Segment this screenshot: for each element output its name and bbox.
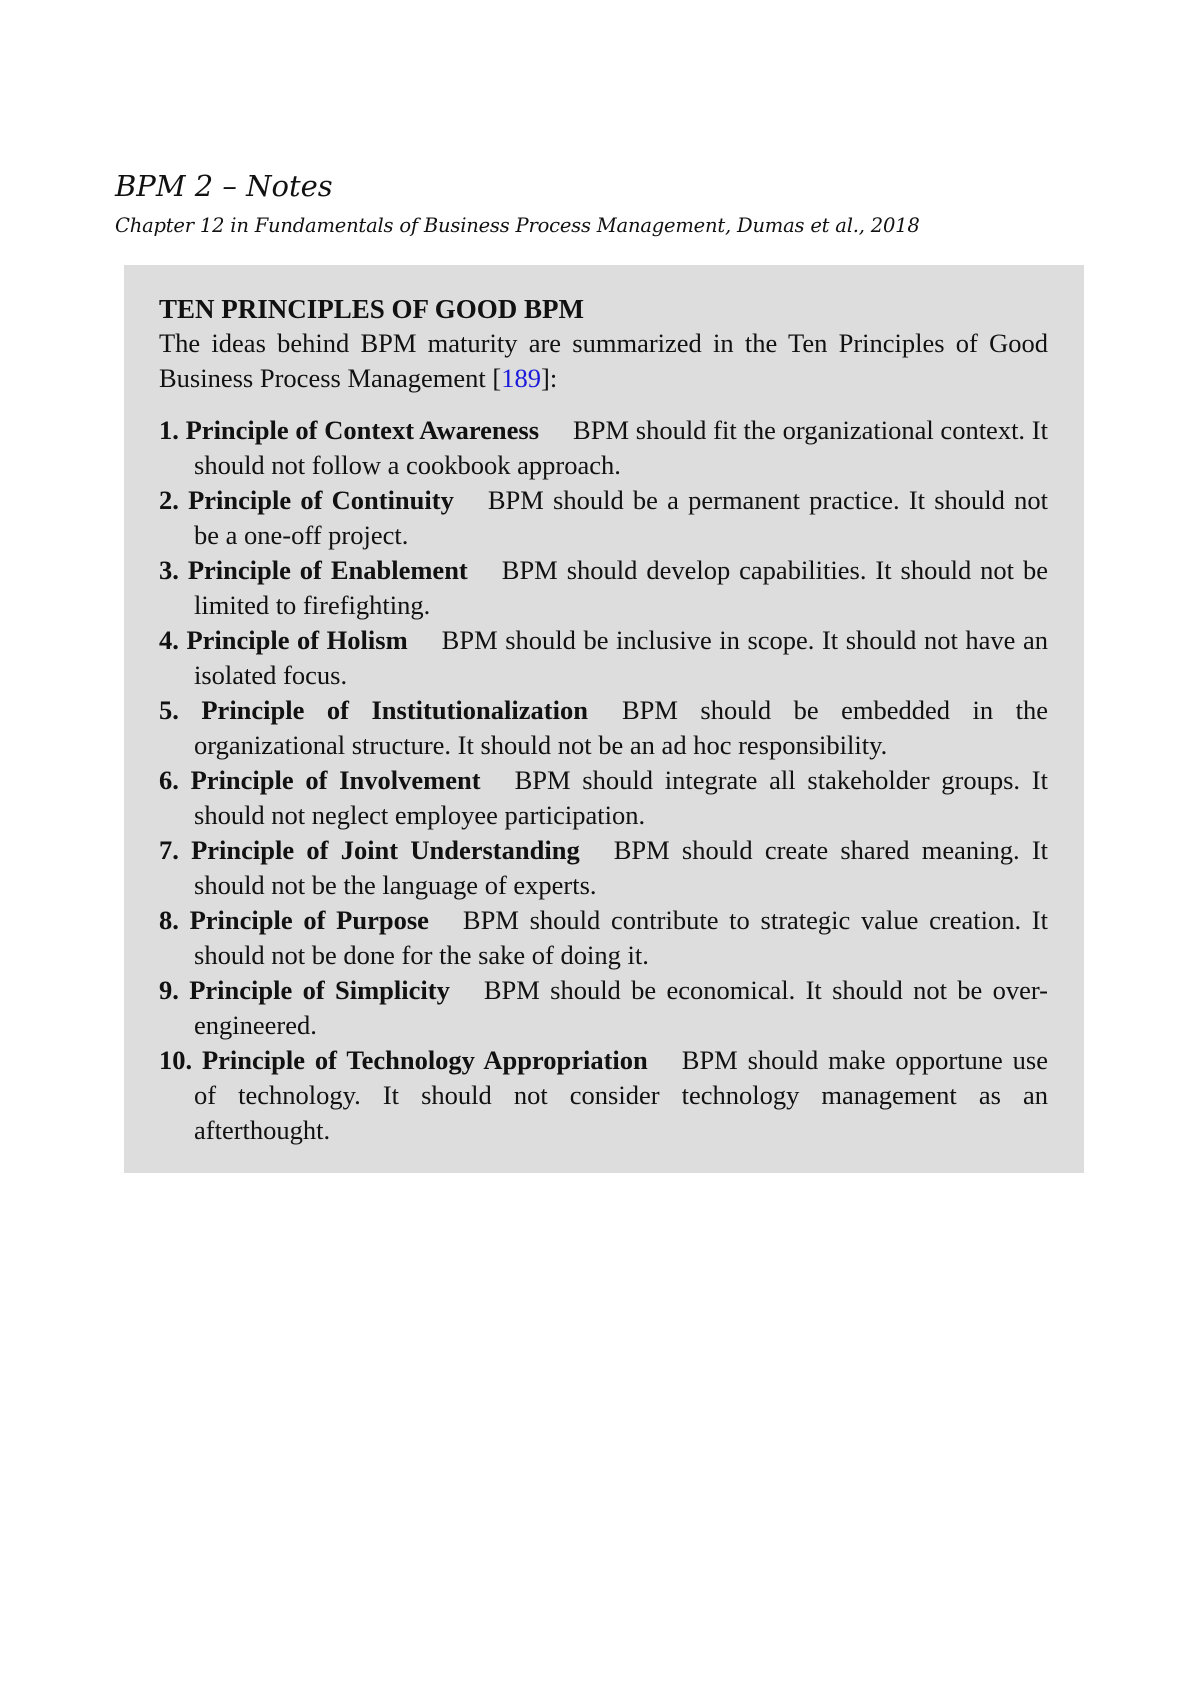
principle-text: BPM should be a permanent practice. It should not be a one-off project. [194, 485, 1048, 550]
principle-name: 2. Principle of Continuity [159, 485, 454, 515]
principle-text: BPM should make opportune use of technology. It should not consider technology management as an afterthought. [194, 1045, 1048, 1145]
principles-box [124, 265, 1084, 1173]
principle-name: 8. Principle of Purpose [159, 905, 429, 935]
principle-text: BPM should integrate all stakeholder groups. It should not neglect employee participation. [194, 765, 1048, 830]
principle-item [159, 693, 1048, 763]
principle-text: BPM should be economical. It should not be over-engineered. [194, 975, 1049, 1040]
principle-item [159, 1043, 1048, 1148]
intro-end: ]: [541, 363, 558, 393]
principle-text: BPM should fit the organizational context. It should not follow a cookbook approach. [194, 415, 1048, 480]
principle-item [159, 973, 1048, 1043]
principles-list [159, 413, 1048, 1148]
intro-text: The ideas behind BPM maturity are summarized in the Ten Principles of Good Business Process Management [ [159, 328, 1048, 393]
principle-text: BPM should contribute to strategic value creation. It should not be done for the sake of doing it. [194, 905, 1048, 970]
principle-name: 6. Principle of Involvement [159, 765, 481, 795]
principle-item [159, 483, 1048, 553]
principle-item [159, 903, 1048, 973]
box-heading: TEN PRINCIPLES OF GOOD BPM [159, 294, 585, 324]
principle-name: 3. Principle of Enablement [159, 555, 468, 585]
principle-name: 1. Principle of Context Awareness [159, 415, 540, 445]
principle-text: BPM should create shared meaning. It should not be the language of experts. [194, 835, 1049, 900]
principle-item [159, 553, 1048, 623]
document-subtitle: Chapter 12 in Fundamentals of Business Process Management, Dumas et al., 2018 [115, 214, 920, 237]
principle-name: 4. Principle of Holism [159, 625, 408, 655]
citation-link[interactable]: 189 [501, 363, 541, 393]
document-title: BPM 2 – Notes [115, 169, 333, 203]
document-header [115, 169, 920, 237]
principle-name: 9. Principle of Simplicity [159, 975, 450, 1005]
principle-name: 10. Principle of Technology Appropriation [159, 1045, 648, 1075]
principle-text: BPM should be inclusive in scope. It should not have an isolated focus. [194, 625, 1048, 690]
principle-text: BPM should be embedded in the organizational structure. It should not be an ad hoc responsibility. [194, 695, 1048, 760]
principle-text: BPM should develop capabilities. It should not be limited to firefighting. [194, 555, 1048, 620]
principle-item [159, 833, 1048, 903]
principle-name: 5. Principle of Institutionalization [159, 695, 588, 725]
principle-item [159, 763, 1048, 833]
principle-item [159, 623, 1048, 693]
principle-item [159, 413, 1048, 483]
principle-name: 7. Principle of Joint Understanding [159, 835, 580, 865]
intro-paragraph [159, 326, 1048, 396]
